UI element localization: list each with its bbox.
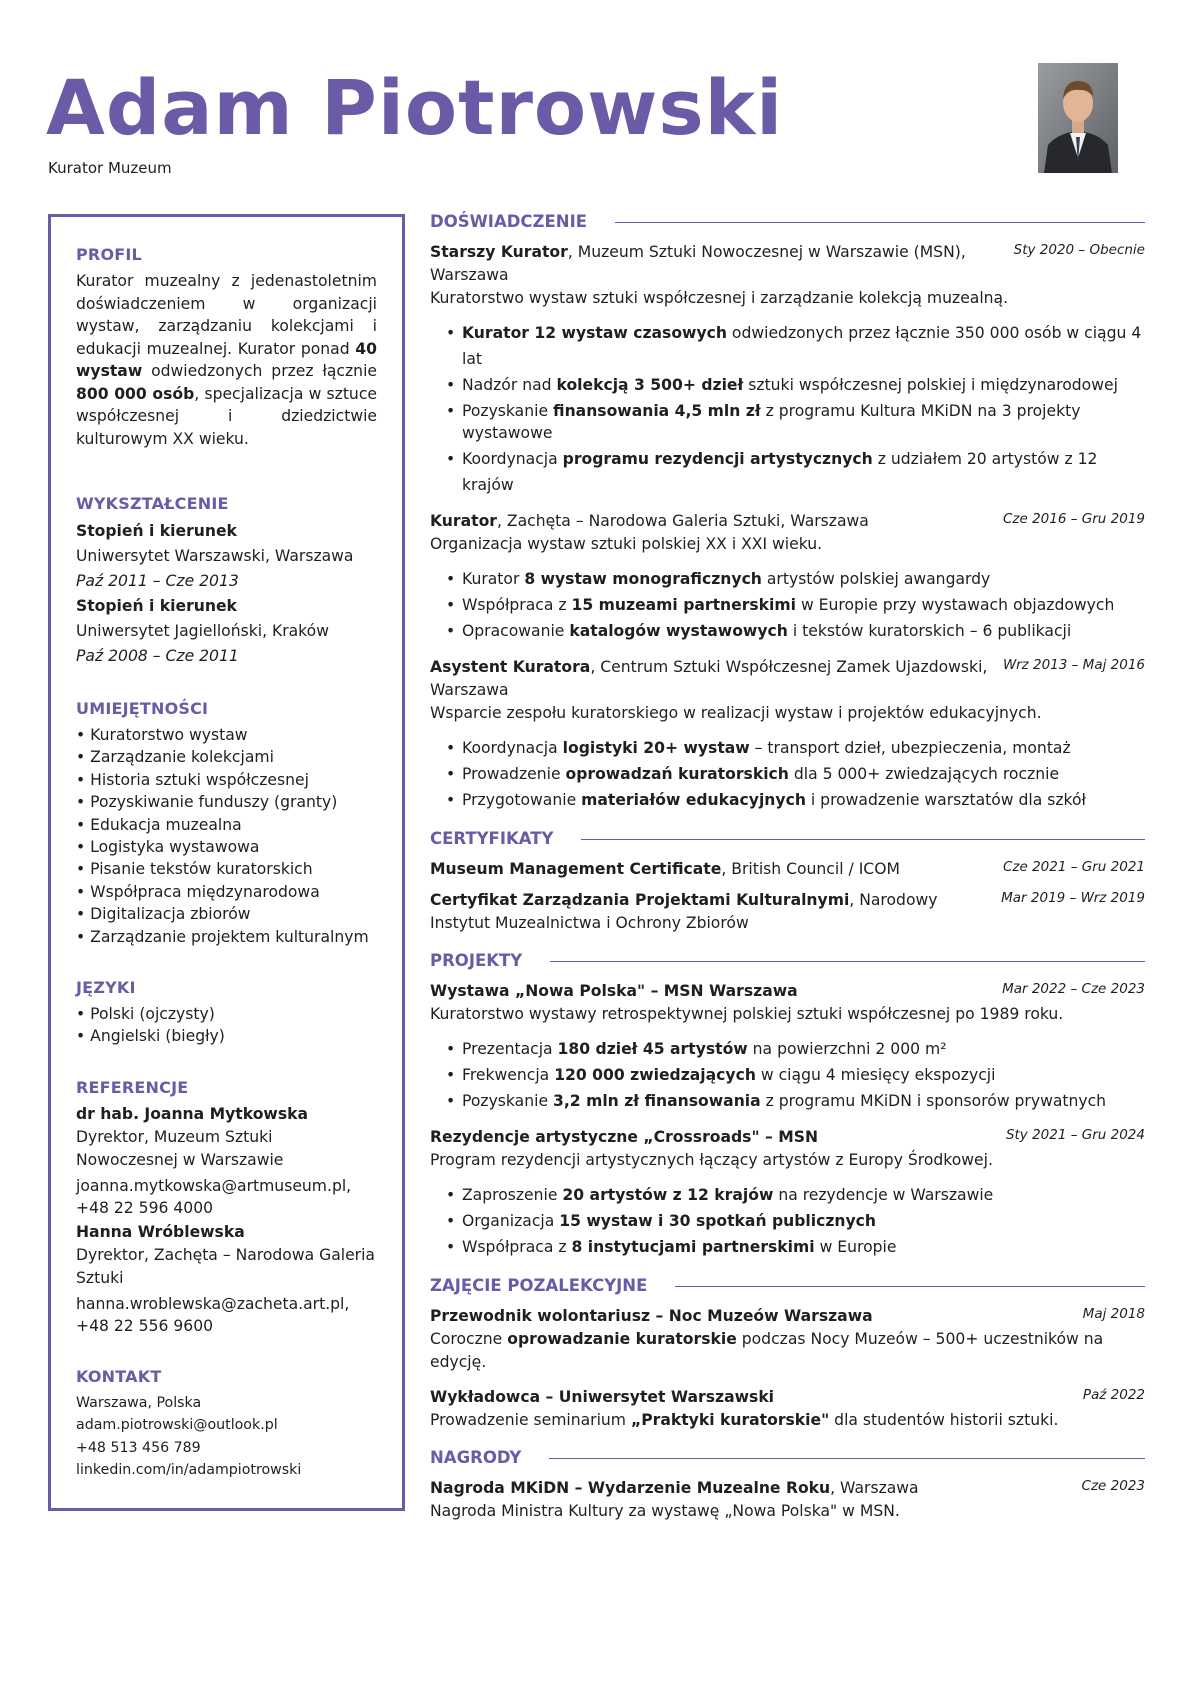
education-section (76, 494, 377, 669)
job-bullets (430, 566, 1145, 644)
reference-email[interactable]: hanna.wroblewska@zacheta.art.pl, (76, 1294, 350, 1313)
job-bullet: • Współpraca z 15 muzeami partnerskimi w Europie przy wystawach objazdowych (446, 592, 1145, 618)
education-item (76, 594, 377, 669)
section-rule (549, 1458, 1145, 1460)
edu-dates: Paź 2011 – Cze 2013 (76, 572, 239, 590)
contact-heading: KONTAKT (76, 1366, 162, 1386)
certificate-title: Certyfikat Zarządzania Projektami Kulturalnymi, Narodowy Instytut Muzealnictwa i Ochrony Zbiorów (430, 891, 938, 932)
languages-section (76, 978, 377, 1048)
project-title: Wystawa „Nowa Polska" – MSN Warszawa (430, 982, 798, 1000)
certificate-dates: Mar 2019 – Wrz 2019 (1001, 890, 1145, 906)
contact-email[interactable]: adam.piotrowski@outlook.pl (76, 1417, 278, 1434)
job-description: Organizacja wystaw sztuki polskiej XX i XXI wieku. (430, 535, 823, 553)
certificate-dates: Cze 2021 – Gru 2021 (1002, 859, 1145, 875)
job-subtitle: Kurator Muzeum (48, 159, 172, 177)
skills-section (76, 699, 377, 948)
section-heading: CERTYFIKATY (430, 829, 1145, 848)
skill-item: • Zarządzanie kolekcjami (76, 746, 377, 768)
project-description: Program rezydencji artystycznych łączący artystów z Europy Środkowej. (430, 1151, 993, 1169)
languages-heading: JĘZYKI (76, 978, 136, 998)
extracurricular-title: Przewodnik wolontariusz – Noc Muzeów Warszawa (430, 1307, 873, 1325)
language-item: • Polski (ojczysty) (76, 1003, 377, 1025)
projects-section (430, 951, 1145, 1260)
skill-item: • Edukacja muzealna (76, 814, 377, 836)
job-bullet: • Pozyskanie finansowania 4,5 mln zł z programu Kultura MKiDN na 3 projekty wystawowe (446, 398, 1145, 446)
contact-phone: +48 513 456 789 (76, 1439, 201, 1456)
award-dates: Cze 2023 (1081, 1478, 1145, 1494)
profile-section (76, 245, 377, 450)
extracurricular-dates: Paź 2022 (1082, 1387, 1145, 1403)
section-heading: PROJEKTY (430, 951, 1145, 970)
project-bullet: • Organizacja 15 wystaw i 30 spotkań publicznych (446, 1208, 1145, 1234)
edu-institution: Uniwersytet Jagielloński, Kraków (76, 622, 329, 640)
profile-heading: PROFIL (76, 245, 142, 264)
project-bullet: • Współpraca z 8 instytucjami partnerskimi w Europie (446, 1234, 1145, 1260)
project-bullets (430, 1036, 1145, 1114)
reference-phone: +48 22 556 9600 (76, 1316, 214, 1335)
candidate-name: Adam Piotrowski (46, 63, 784, 152)
skill-item: • Kuratorstwo wystaw (76, 724, 377, 746)
edu-institution: Uniwersytet Warszawski, Warszawa (76, 547, 354, 565)
job-bullet: • Opracowanie katalogów wystawowych i tekstów kuratorskich – 6 publikacji (446, 618, 1145, 644)
extracurricular-entry (430, 1386, 1145, 1432)
job-bullet: • Koordynacja programu rezydencji artystycznych z udziałem 20 artystów z 12 krajów (446, 446, 1145, 498)
skill-item: • Pisanie tekstów kuratorskich (76, 858, 377, 880)
certificate-item (430, 889, 1145, 935)
reference-item (76, 1103, 377, 1219)
language-item: • Angielski (biegły) (76, 1025, 377, 1047)
skill-item: • Logistyka wystawowa (76, 836, 377, 858)
job-dates: Sty 2020 – Obecnie (1013, 242, 1145, 258)
award-entry (430, 1477, 1145, 1523)
certificates-section (430, 829, 1145, 935)
project-entry (430, 980, 1145, 1114)
job-title: Starszy Kurator, Muzeum Sztuki Nowoczesnej w Warszawie (MSN), Warszawa (430, 243, 966, 284)
skill-item: • Pozyskiwanie funduszy (granty) (76, 791, 377, 813)
section-heading: NAGRODY (430, 1448, 1145, 1467)
project-bullet: • Prezentacja 180 dzieł 45 artystów na powierzchni 2 000 m² (446, 1036, 1145, 1062)
extracurricular-title: Wykładowca – Uniwersytet Warszawski (430, 1388, 775, 1406)
extracurricular-section (430, 1276, 1145, 1432)
project-dates: Mar 2022 – Cze 2023 (1002, 981, 1145, 997)
contact-location: Warszawa, Polska (76, 1394, 202, 1411)
references-heading: REFERENCJE (76, 1077, 189, 1097)
extracurricular-description: Prowadzenie seminarium „Praktyki kuratorskie" dla studentów historii sztuki. (430, 1411, 1059, 1429)
main-content (430, 212, 1145, 1539)
contact-section (76, 1367, 377, 1482)
job-bullet: • Przygotowanie materiałów edukacyjnych i prowadzenie warsztatów dla szkół (446, 787, 1145, 813)
job-description: Kuratorstwo wystaw sztuki współczesnej i zarządzanie kolekcją muzealną. (430, 289, 1009, 307)
skill-item: • Digitalizacja zbiorów (76, 903, 377, 925)
section-rule (581, 839, 1145, 841)
job-title: Asystent Kuratora, Centrum Sztuki Współczesnej Zamek Ujazdowski, Warszawa (430, 658, 988, 699)
job-bullet: • Kurator 12 wystaw czasowych odwiedzonych przez łącznie 350 000 osób w ciągu 4 lat (446, 320, 1145, 372)
section-heading: DOŚWIADCZENIE (430, 212, 1145, 231)
extracurricular-entry (430, 1305, 1145, 1374)
job-entry (430, 656, 1145, 813)
profile-photo (1038, 63, 1118, 173)
experience-section (430, 212, 1145, 813)
certificate-title: Museum Management Certificate, British Council / ICOM (430, 860, 900, 878)
skill-item: • Zarządzanie projektem kulturalnym (76, 926, 377, 948)
section-heading: ZAJĘCIE POZALEKCYJNE (430, 1276, 1145, 1295)
reference-email[interactable]: joanna.mytkowska@artmuseum.pl, (76, 1176, 352, 1195)
languages-list (76, 1003, 377, 1048)
job-bullet: • Nadzór nad kolekcją 3 500+ dzieł sztuki współczesnej polskiej i międzynarodowej (446, 372, 1145, 398)
section-rule (675, 1286, 1145, 1288)
references-section (76, 1078, 377, 1337)
profile-text: Kurator muzealny z jedenastoletnim doświadczeniem w organizacji wystaw, zarządzaniu kolekcjami i edukacji muzealnej. Kurator ponad 40 wystaw odwiedzonych przez łącznie 800 000 osób, specjalizacja w sztuce współczesnej i dziedzictwie kulturowym XX wieku. (76, 272, 377, 448)
reference-name: Hanna Wróblewska (76, 1222, 245, 1241)
job-bullet: • Kurator 8 wystaw monograficznych artystów polskiej awangardy (446, 566, 1145, 592)
job-title: Kurator, Zachęta – Narodowa Galeria Sztuki, Warszawa (430, 512, 869, 530)
job-bullet: • Prowadzenie oprowadzań kuratorskich dla 5 000+ zwiedzających rocznie (446, 761, 1145, 787)
job-bullets (430, 735, 1145, 813)
job-description: Wsparcie zespołu kuratorskiego w realizacji wystaw i projektów edukacyjnych. (430, 704, 1042, 722)
job-entry (430, 510, 1145, 644)
education-item (76, 519, 377, 594)
extracurricular-description: Coroczne oprowadzanie kuratorskie podczas Nocy Muzeów – 500+ uczestników na edycję. (430, 1330, 1104, 1371)
awards-section (430, 1448, 1145, 1523)
award-description: Nagroda Ministra Kultury za wystawę „Nowa Polska" w MSN. (430, 1502, 900, 1520)
project-description: Kuratorstwo wystawy retrospektywnej polskiej sztuki współczesnej po 1989 roku. (430, 1005, 1064, 1023)
project-bullets (430, 1182, 1145, 1260)
education-heading: WYKSZTAŁCENIE (76, 494, 229, 513)
section-rule (615, 222, 1145, 224)
job-entry (430, 241, 1145, 498)
project-bullet: • Frekwencja 120 000 zwiedzających w ciągu 4 miesięcy ekspozycji (446, 1062, 1145, 1088)
skills-list (76, 724, 377, 948)
edu-dates: Paź 2008 – Cze 2011 (76, 647, 239, 665)
project-dates: Sty 2021 – Gru 2024 (1005, 1127, 1145, 1143)
project-entry (430, 1126, 1145, 1260)
edu-degree: Stopień i kierunek (76, 597, 237, 615)
certificate-item (430, 858, 1145, 881)
skill-item: • Współpraca międzynarodowa (76, 881, 377, 903)
project-bullet: • Zaproszenie 20 artystów z 12 krajów na rezydencje w Warszawie (446, 1182, 1145, 1208)
job-bullet: • Koordynacja logistyki 20+ wystaw – transport dzieł, ubezpieczenia, montaż (446, 735, 1145, 761)
job-dates: Cze 2016 – Gru 2019 (1002, 511, 1145, 527)
project-title: Rezydencje artystyczne „Crossroads" – MSN (430, 1128, 819, 1146)
reference-name: dr hab. Joanna Mytkowska (76, 1104, 308, 1123)
sidebar (48, 214, 405, 1511)
skills-heading: UMIEJĘTNOŚCI (76, 699, 209, 718)
award-title: Nagroda MKiDN – Wydarzenie Muzealne Roku, Warszawa (430, 1479, 919, 1497)
section-rule (550, 961, 1145, 963)
reference-role: Dyrektor, Muzeum Sztuki Nowoczesnej w Warszawie (76, 1127, 284, 1169)
contact-linkedin[interactable]: linkedin.com/in/adampiotrowski (76, 1462, 302, 1479)
skill-item: • Historia sztuki współczesnej (76, 769, 377, 791)
extracurricular-dates: Maj 2018 (1082, 1306, 1145, 1322)
job-dates: Wrz 2013 – Maj 2016 (1002, 657, 1145, 673)
edu-degree: Stopień i kierunek (76, 522, 237, 540)
job-bullets (430, 320, 1145, 498)
reference-phone: +48 22 596 4000 (76, 1198, 214, 1217)
reference-item (76, 1221, 377, 1337)
reference-role: Dyrektor, Zachęta – Narodowa Galeria Sztuki (76, 1245, 375, 1287)
project-bullet: • Pozyskanie 3,2 mln zł finansowania z programu MKiDN i sponsorów prywatnych (446, 1088, 1145, 1114)
